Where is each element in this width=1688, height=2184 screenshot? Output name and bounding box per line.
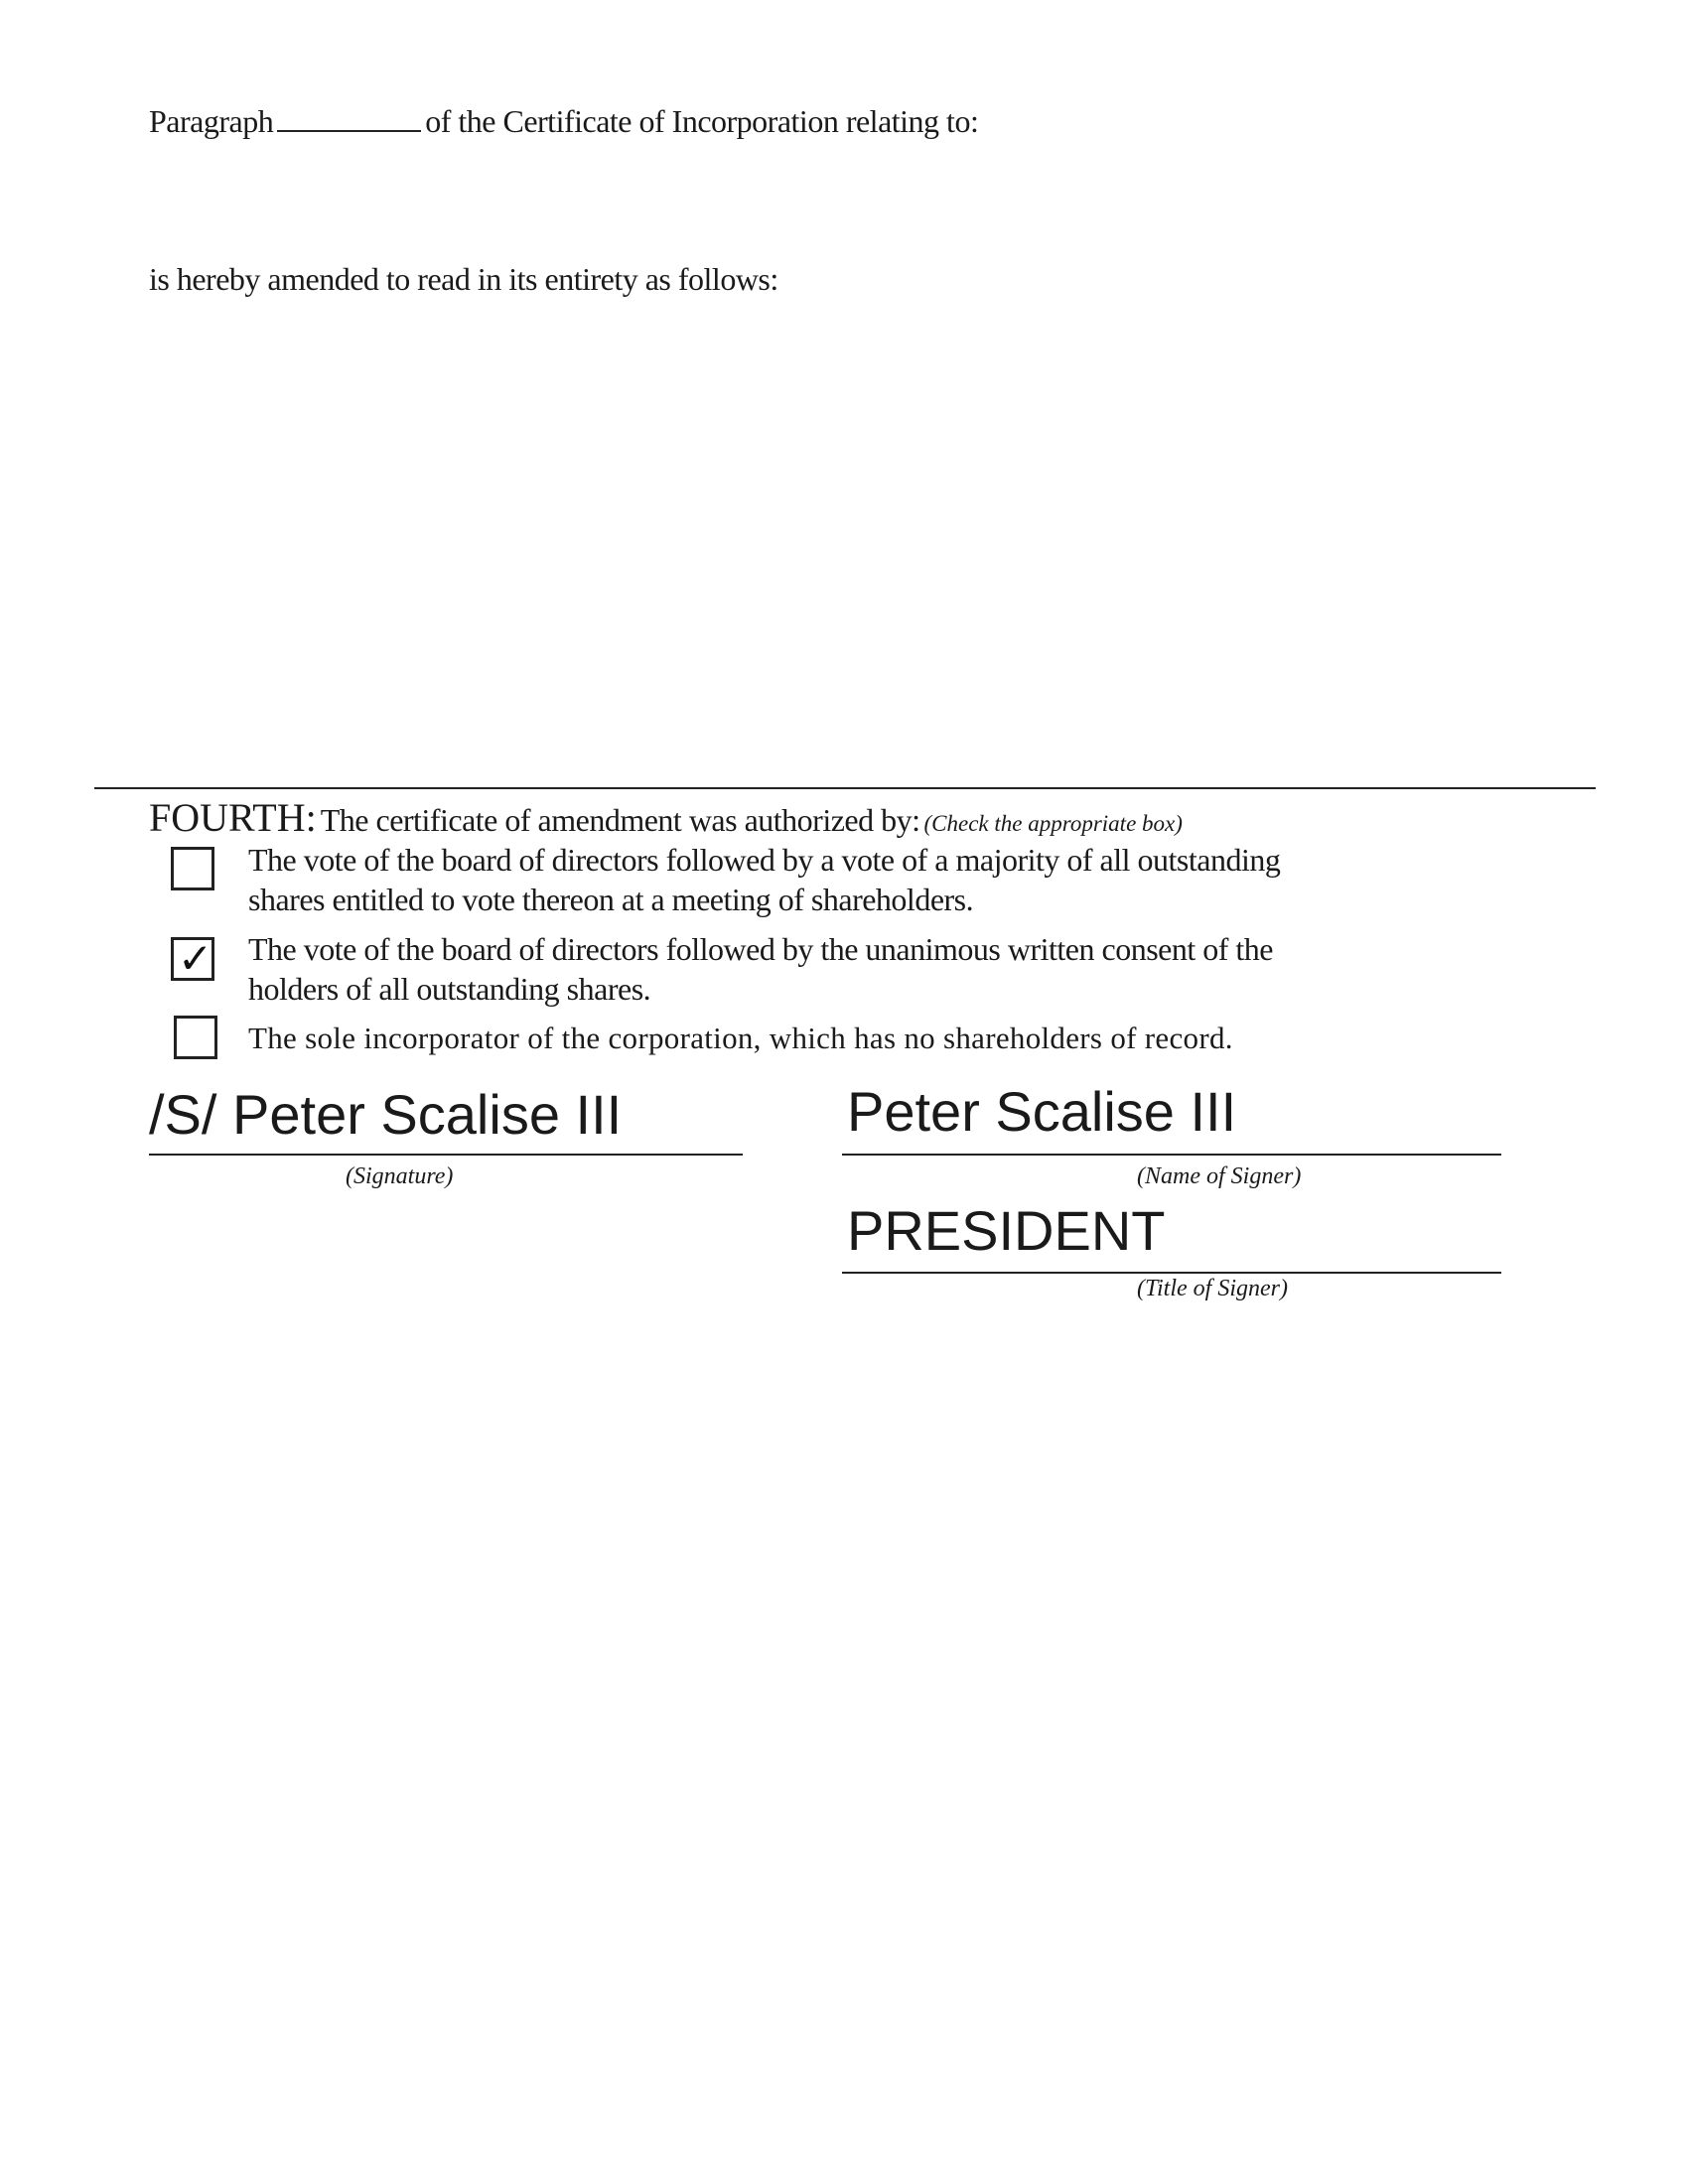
option-3-line-1: The sole incorporator of the corporation, which has no shareholders of record. — [248, 1021, 1233, 1055]
fourth-text: The certificate of amendment was authorized by: — [320, 802, 920, 838]
paragraph-line — [149, 103, 978, 140]
paragraph-prefix: Paragraph — [149, 103, 274, 139]
signer-title-value: PRESIDENT — [847, 1199, 1166, 1262]
paragraph-suffix: of the Certificate of Incorporation relating to: — [425, 103, 979, 139]
fourth-section-heading — [149, 794, 1183, 841]
signer-name-caption: (Name of Signer) — [1137, 1163, 1302, 1189]
signature-line — [149, 1154, 743, 1156]
option-2-line-2: holders of all outstanding shares. — [248, 971, 651, 1007]
signer-name-value: Peter Scalise III — [847, 1080, 1237, 1143]
signer-title-caption: (Title of Signer) — [1137, 1276, 1288, 1301]
signer-title-line — [842, 1272, 1501, 1274]
option-1-line-2: shares entitled to vote thereon at a meeting of shareholders. — [248, 882, 974, 917]
signature-value: /S/ Peter Scalise III — [149, 1083, 623, 1146]
option-3-checkbox[interactable] — [174, 1016, 217, 1059]
amended-line: is hereby amended to read in its entirety as follows: — [149, 261, 778, 297]
signature-caption: (Signature) — [346, 1163, 454, 1189]
section-divider — [94, 787, 1596, 789]
option-2-line-1: The vote of the board of directors followed by the unanimous written consent of the — [248, 931, 1273, 967]
signer-name-line — [842, 1154, 1501, 1156]
fourth-note: (Check the appropriate box) — [923, 811, 1183, 836]
paragraph-number-blank[interactable] — [277, 104, 421, 132]
check-icon: ✓ — [178, 934, 213, 983]
option-1-checkbox[interactable] — [171, 847, 214, 890]
amendment-text-area[interactable] — [149, 318, 1589, 774]
option-2-checkbox[interactable] — [171, 934, 214, 983]
option-1-line-1: The vote of the board of directors followed by a vote of a majority of all outstanding — [248, 842, 1281, 878]
fourth-label: FOURTH: — [149, 795, 317, 840]
